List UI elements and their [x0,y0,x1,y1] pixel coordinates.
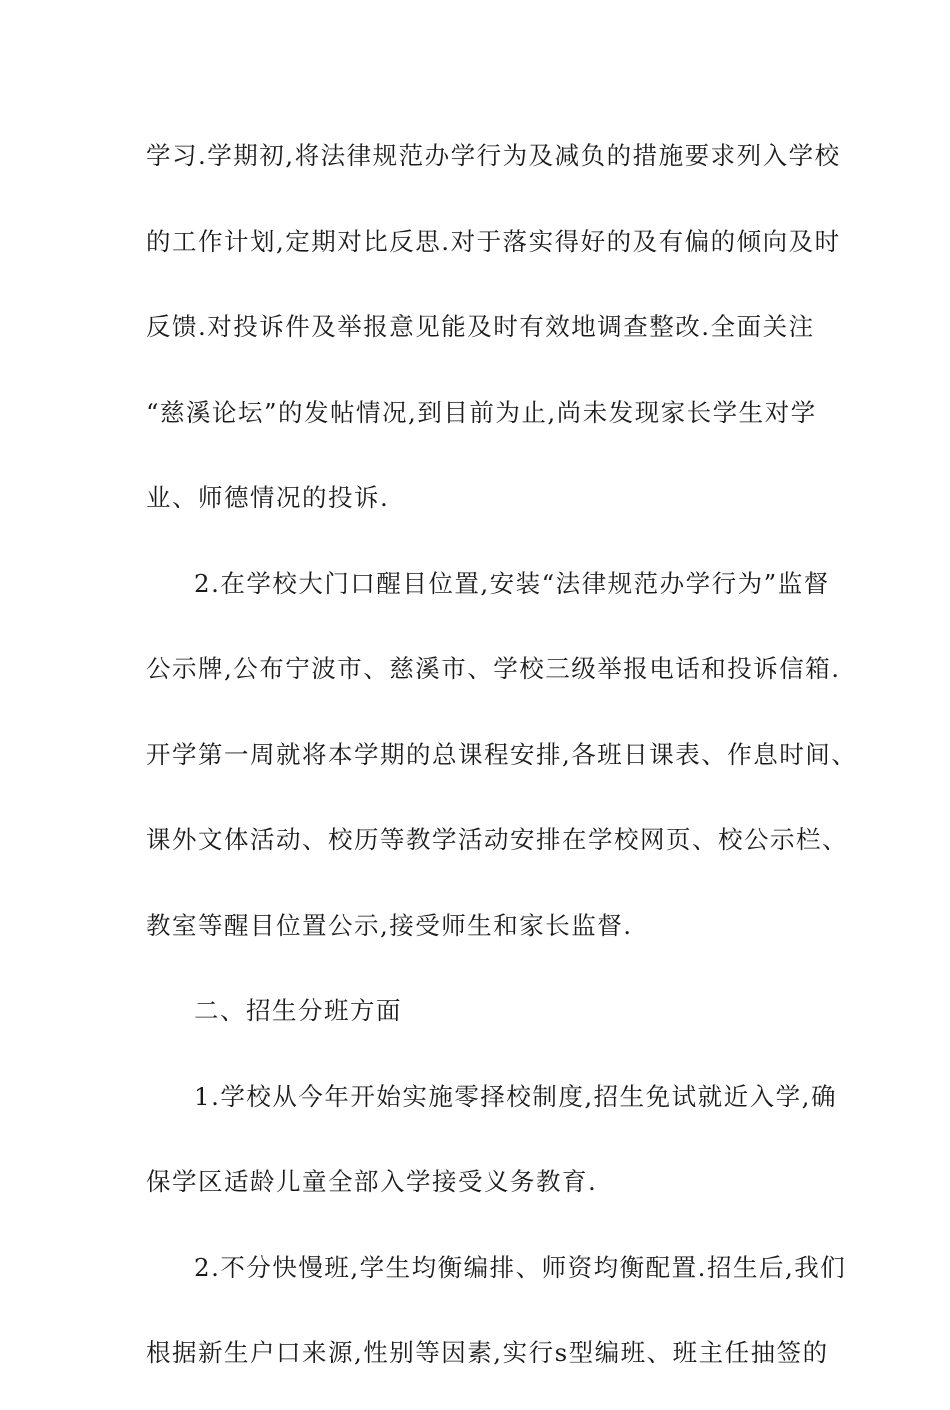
text-line: 开学第一周就将本学期的总课程安排,各班日课表、作息时间、 [146,739,858,769]
text-line: 保学区适龄儿童全部入学接受义务教育. [146,1167,598,1196]
text-line: 2.不分快慢班,学生均衡编排、师资均衡配置.招生后,我们 [194,1252,847,1282]
text-line: 学习.学期初,将法律规范办学行为及减负的措施要求列入学校 [146,141,841,170]
section-heading: 二、招生分班方面 [194,996,402,1025]
text-line: 教室等醒目位置公示,接受师生和家长监督. [146,910,633,940]
text-line: 反馈.对投诉件及举报意见能及时有效地调查整改.全面关注 [146,312,815,341]
text-line: 1.学校从今年开始实施零择校制度,招生免试就近入学,确 [194,1081,837,1111]
text-line: 课外文体活动、校历等教学活动安排在学校网页、校公示栏、 [146,825,848,854]
text-line: 2.在学校大门口醒目位置,安装“法律规范办学行为”监督 [194,568,830,598]
document-body [146,127,858,1410]
text-line: 的工作计划,定期对比反思.对于落实得好的及有偏的倾向及时 [146,226,841,256]
text-line: 业、师德情况的投诉. [146,483,390,512]
text-line: 公示牌,公布宁波市、慈溪市、学校三级举报电话和投诉信箱. [146,654,841,683]
text-line: 根据新生户口来源,性别等因素,实行s型编班、班主任抽签的 [146,1338,829,1367]
text-line: “慈溪论坛”的发帖情况,到目前为止,尚未发现家长学生对学 [146,397,817,427]
